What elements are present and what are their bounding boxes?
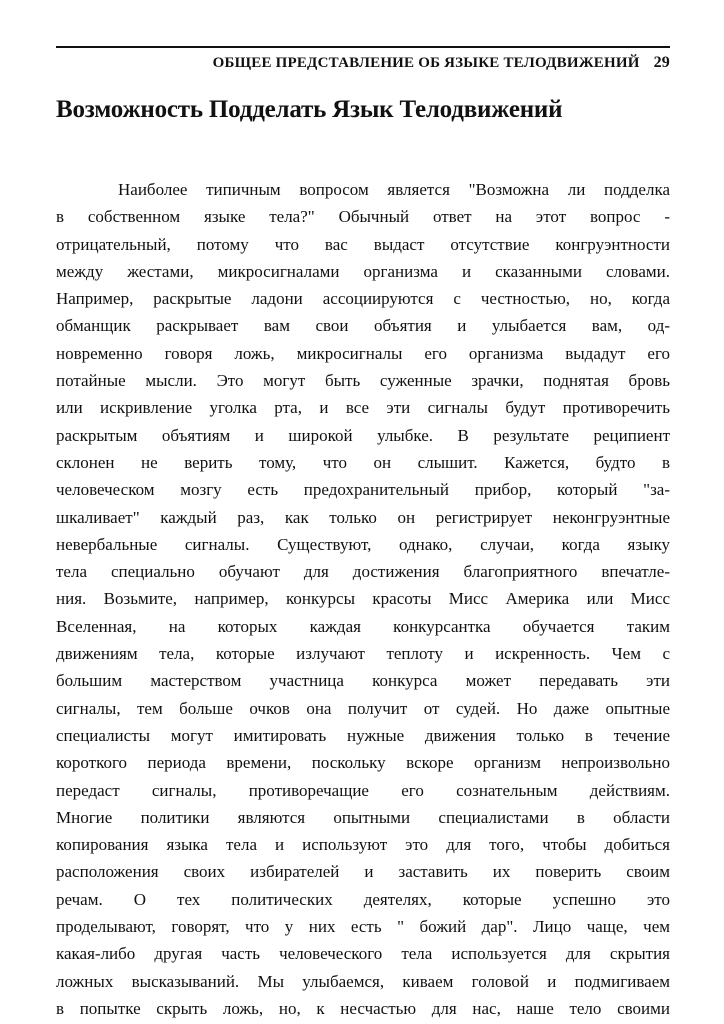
text-line: ложных высказываний. Мы улыбаемся, киваем головой и подмигиваем: [56, 971, 670, 991]
text-line: шкаливает" каждый раз, как только он регистрирует неконгруэнтные: [56, 507, 670, 527]
section-title: Возможность Подделать Язык Телодвижений: [56, 96, 563, 123]
text-line: проделывают, говорят, что у них есть " божий дар". Лицо чаще, чем: [56, 917, 670, 937]
text-line: раскрытым объятиям и широкой улыбке. В результате реципиент: [56, 425, 670, 445]
page-number: 29: [653, 54, 670, 71]
text-line: или искривление уголка рта, и все эти сигналы будут противоречить: [56, 398, 670, 418]
text-line: Вселенная, на которых каждая конкурсантка обучается таким: [56, 616, 670, 636]
text-line: отрицательный, потому что вас выдаст отсутствие конгруэнтности: [56, 234, 670, 254]
text-line: передаст сигналы, противоречащие его сознательным действиям.: [56, 780, 670, 800]
text-line: невербальные сигналы. Существуют, однако, случаи, когда языку: [56, 534, 670, 554]
text-line: Наиболее типичным вопросом является "Возможна ли подделка: [118, 180, 670, 199]
text-line: новременно говоря ложь, микросигналы его организма выдадут его: [56, 343, 670, 363]
text-line: ния. Возьмите, например, конкурсы красоты Мисс Америка или Мисс: [56, 589, 670, 609]
text-line: сигналы, тем больше очков она получит от судей. Но даже опытные: [56, 698, 670, 718]
text-line: речам. О тех политических деятелях, которые успешно это: [56, 889, 670, 909]
text-line: тела специально обучают для достижения благоприятного впечатле-: [56, 562, 670, 582]
text-line: копирования языка тела и используют это для того, чтобы добиться: [56, 835, 670, 855]
text-line: короткого периода времени, поскольку вскоре организм непроизвольно: [56, 753, 670, 773]
text-line: между жестами, микросигналами организма и сказанными словами.: [56, 261, 670, 281]
text-line: склонен не верить тому, что он слышит. Кажется, будто в: [56, 452, 670, 472]
text-line: в попытке скрыть ложь, но, к несчастью для нас, наше тело своими: [56, 998, 670, 1018]
text-line: человеческом мозгу есть предохранительный прибор, который "за-: [56, 480, 670, 500]
body-paragraph: [56, 176, 670, 1022]
running-header: [56, 46, 670, 72]
text-line: какая-либо другая часть человеческого тела используется для скрытия: [56, 944, 670, 964]
text-line: большим мастерством участница конкурса может передавать эти: [56, 671, 670, 691]
text-line: обманщик раскрывает вам свои объятия и улыбается вам, од-: [56, 316, 670, 336]
text-line: Например, раскрытые ладони ассоциируются с честностью, но, когда: [56, 289, 670, 309]
text-line: специалисты могут имитировать нужные движения только в течение: [56, 725, 670, 745]
text-line: движениям тела, которые излучают теплоту и искренность. Чем с: [56, 644, 670, 664]
running-header-title: ОБЩЕЕ ПРЕДСТАВЛЕНИЕ ОБ ЯЗЫКЕ ТЕЛОДВИЖЕНИЙ: [212, 55, 640, 71]
running-header-line: [56, 54, 670, 72]
text-line: в собственном языке тела?" Обычный ответ на этот вопрос -: [56, 207, 670, 227]
text-line: потайные мысли. Это могут быть суженные зрачки, поднятая бровь: [56, 371, 670, 391]
text-line: расположения своих избирателей и заставить их поверить своим: [56, 862, 670, 882]
text-line: Многие политики являются опытными специалистами в области: [56, 807, 670, 827]
